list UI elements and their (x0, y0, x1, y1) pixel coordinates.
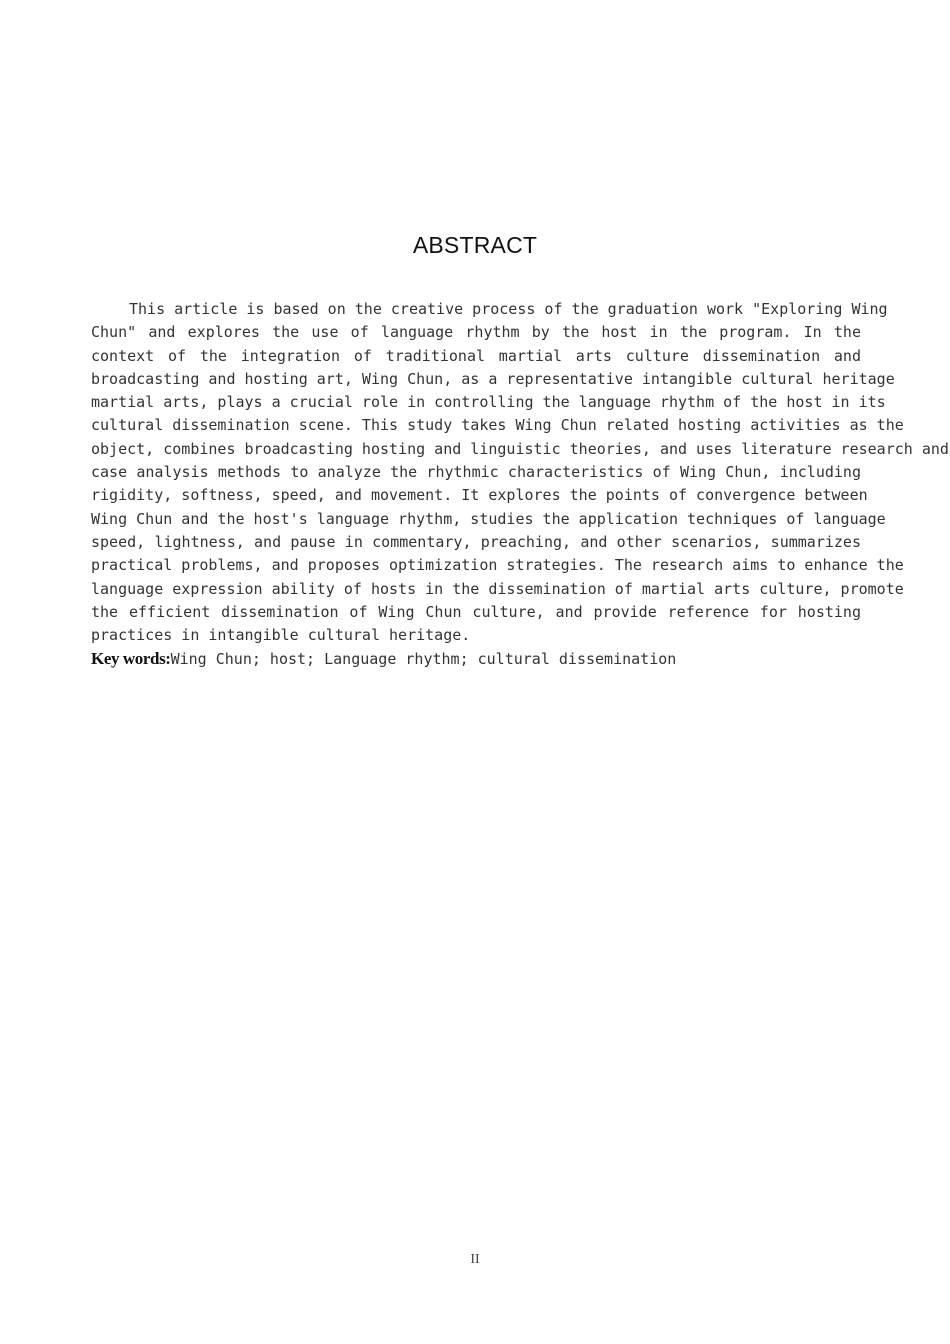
abstract-line: Chun" and explores the use of language rhythm by the host in the program. In the (91, 323, 861, 342)
keywords-line (91, 647, 861, 671)
abstract-line: This article is based on the creative process of the graduation work "Exploring Wing (129, 300, 888, 318)
abstract-line: rigidity, softness, speed, and movement. It explores the points of convergence between (91, 486, 868, 505)
abstract-line: Wing Chun and the host's language rhythm, studies the application techniques of language (91, 509, 886, 528)
page-number: II (470, 1252, 480, 1267)
abstract-line: object, combines broadcasting hosting and linguistic theories, and uses literature research and (91, 439, 949, 458)
page-title: ABSTRACT (412, 232, 538, 258)
abstract-line: broadcasting and hosting art, Wing Chun, as a representative intangible cultural heritage (91, 369, 895, 388)
abstract-line: context of the integration of traditional martial arts culture dissemination and (91, 346, 861, 365)
abstract-line: the efficient dissemination of Wing Chun culture, and provide reference for hosting (91, 602, 861, 621)
abstract-line: martial arts, plays a crucial role in controlling the language rhythm of the host in its (91, 393, 886, 412)
keywords-label: Key words: (91, 649, 171, 669)
abstract-line: language expression ability of hosts in the dissemination of martial arts culture, promote (91, 579, 904, 598)
abstract-line: case analysis methods to analyze the rhythmic characteristics of Wing Chun, including (91, 463, 861, 482)
abstract-line: speed, lightness, and pause in commentary, preaching, and other scenarios, summarizes (91, 532, 861, 551)
keywords-text: Wing Chun; host; Language rhythm; cultural dissemination (170, 650, 677, 669)
abstract-line: practices in intangible cultural heritage. (91, 626, 471, 645)
abstract-line: cultural dissemination scene. This study takes Wing Chun related hosting activities as the (91, 416, 904, 435)
abstract-line: practical problems, and proposes optimization strategies. The research aims to enhance the (91, 556, 904, 575)
abstract-body (91, 298, 949, 671)
